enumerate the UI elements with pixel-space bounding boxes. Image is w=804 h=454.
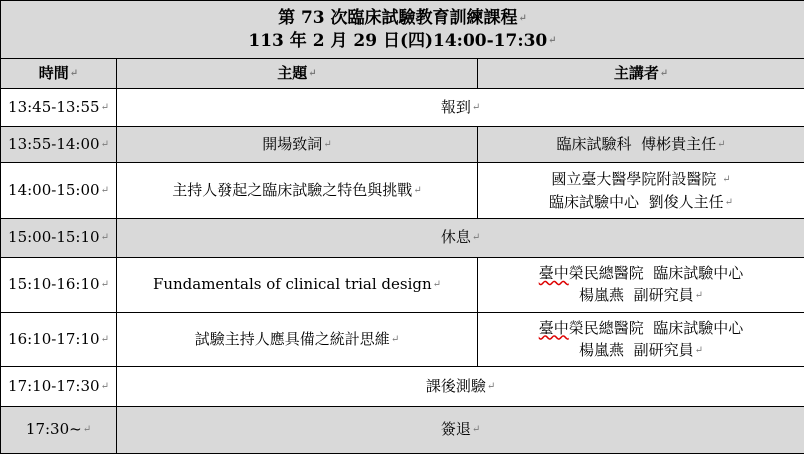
paragraph-mark-icon: ↵ <box>308 68 317 80</box>
header-row <box>1 59 804 89</box>
header-topic: 主題↵ <box>117 59 478 89</box>
paragraph-mark-icon: ↵ <box>471 424 481 436</box>
header-speaker: 主講者↵ <box>478 59 804 89</box>
topic-cell: 課後測驗↵ <box>117 366 804 406</box>
course-date: 113 年 2 月 29 日(四)14:00-17:30 <box>248 30 548 51</box>
table-row <box>1 366 804 406</box>
topic-cell: 休息↵ <box>117 219 804 257</box>
paragraph-mark-icon: ↵ <box>413 185 422 197</box>
paragraph-mark-icon: ↵ <box>100 185 109 197</box>
time-cell: 13:45-13:55↵ <box>1 89 117 127</box>
speaker-cell: 國立臺大醫學院附設醫院 ↵ 臨床試驗中心 劉俊人主任↵ <box>478 163 804 219</box>
speaker-cell: 臺中榮民總醫院 臨床試驗中心 楊嵐燕 副研究員↵ <box>478 312 804 366</box>
speaker-cell: 臨床試驗科 傅彬貴主任↵ <box>478 127 804 163</box>
time-cell: 15:10-16:10↵ <box>1 257 117 312</box>
time-cell: 17:10-17:30↵ <box>1 366 117 406</box>
topic-cell: 開場致詞↵ <box>117 127 478 163</box>
speaker-cell: 臺中榮民總醫院 臨床試驗中心 楊嵐燕 副研究員↵ <box>478 257 804 312</box>
paragraph-mark-icon: ↵ <box>100 102 109 114</box>
paragraph-mark-icon: ↵ <box>323 139 332 151</box>
paragraph-mark-icon: ↵ <box>659 68 669 80</box>
paragraph-mark-icon: ↵ <box>471 102 481 114</box>
table-row <box>1 89 804 127</box>
topic-cell: 報到↵ <box>117 89 804 127</box>
paragraph-mark-icon: ↵ <box>548 35 557 47</box>
table-row <box>1 312 804 366</box>
title-cell <box>1 1 804 59</box>
time-cell: 13:55-14:00↵ <box>1 127 117 163</box>
paragraph-mark-icon: ↵ <box>486 380 496 392</box>
paragraph-mark-icon: ↵ <box>100 139 109 151</box>
table-row <box>1 406 804 453</box>
time-cell: 14:00-15:00↵ <box>1 163 117 219</box>
paragraph-mark-icon: ↵ <box>390 333 400 345</box>
table-row <box>1 257 804 312</box>
paragraph-mark-icon: ↵ <box>100 380 109 392</box>
time-cell: 16:10-17:10↵ <box>1 312 117 366</box>
paragraph-mark-icon: ↵ <box>100 232 109 244</box>
topic-cell: 簽退↵ <box>117 406 804 453</box>
paragraph-mark-icon: ↵ <box>722 173 731 185</box>
table-row <box>1 219 804 257</box>
paragraph-mark-icon: ↵ <box>100 279 109 291</box>
topic-cell: 試驗主持人應具備之統計思維↵ <box>117 312 478 366</box>
paragraph-mark-icon: ↵ <box>717 139 726 151</box>
paragraph-mark-icon: ↵ <box>432 279 442 291</box>
table-row <box>1 127 804 163</box>
header-time: 時間↵ <box>1 59 117 89</box>
time-cell: 15:00-15:10↵ <box>1 219 117 257</box>
title-row <box>1 1 804 59</box>
topic-cell: 主持人發起之臨床試驗之特色與挑戰↵ <box>117 163 478 219</box>
paragraph-mark-icon: ↵ <box>724 196 733 208</box>
paragraph-mark-icon: ↵ <box>82 424 92 436</box>
paragraph-mark-icon: ↵ <box>694 344 703 356</box>
table-row <box>1 163 804 219</box>
course-title: 第 73 次臨床試驗教育訓練課程 <box>278 8 518 29</box>
paragraph-mark-icon: ↵ <box>69 68 79 80</box>
paragraph-mark-icon: ↵ <box>471 232 481 244</box>
paragraph-mark-icon: ↵ <box>100 333 109 345</box>
paragraph-mark-icon: ↵ <box>694 290 703 302</box>
paragraph-mark-icon: ↵ <box>518 12 527 24</box>
time-cell: 17:30~↵ <box>1 406 117 453</box>
topic-cell: Fundamentals of clinical trial design↵ <box>117 257 478 312</box>
